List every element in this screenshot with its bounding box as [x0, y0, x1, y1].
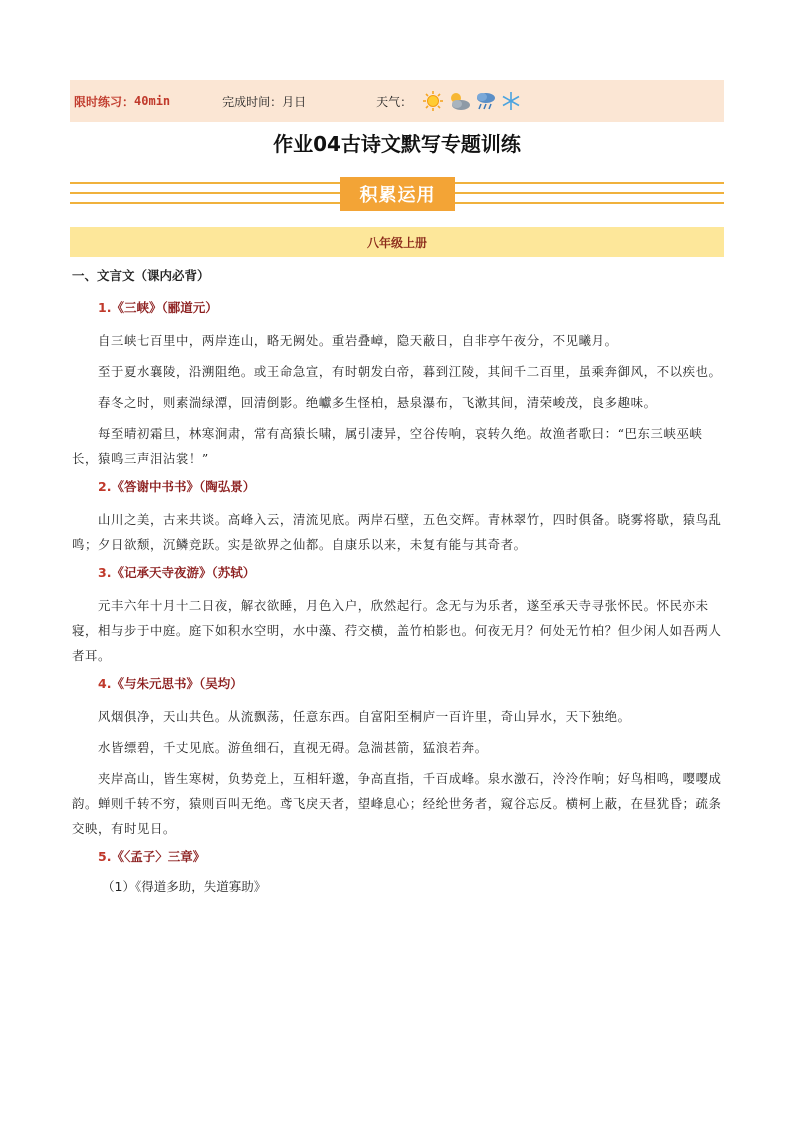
section-tag: 积累运用 — [340, 177, 455, 211]
weather-label: 天气： — [376, 94, 413, 109]
page-title: 作业04古诗文默写专题训练 — [273, 132, 521, 156]
partly-cloudy-icon — [446, 90, 472, 112]
article-paragraph: 山川之美，古来共谈。高峰入云，清流见底。两岸石壁，五色交辉。青林翠竹，四时俱备。晓雾将歇，猿鸟乱鸣；夕日欲颓，沉鳞竞跃。实是欲界之仙都。自康乐以来，未复有能与其奇者。 — [72, 512, 722, 552]
grade-bar: 八年级上册 — [70, 227, 724, 257]
rain-icon — [474, 90, 498, 112]
time-limit-value: 40min — [134, 94, 171, 108]
snowflake-icon — [500, 90, 522, 112]
weather-icons — [422, 90, 522, 112]
article — [72, 674, 724, 841]
article — [72, 477, 724, 557]
article-heading: 1.《三峡》（郦道元） — [98, 300, 218, 315]
article-paragraph: 至于夏水襄陵，沿溯阻绝。或王命急宣，有时朝发白帝，暮到江陵，其间千二百里，虽乘奔御风，不以疾也。 — [98, 364, 722, 379]
sub-item: （1）《得道多助，失道寡助》 — [102, 879, 267, 894]
article — [72, 563, 724, 668]
article-paragraph: 元丰六年十月十二日夜，解衣欲睡，月色入户，欣然起行。念无与为乐者，遂至承天寺寻张怀民。怀民亦未寝，相与步于中庭。庭下如积水空明，水中藻、荇交横，盖竹柏影也。何夜无月？何处无竹柏？但少闲人如吾两人者耳。 — [72, 598, 722, 663]
article-paragraph: 每至晴初霜旦，林寒涧肃，常有高猿长啸，属引凄异，空谷传响，哀转久绝。故渔者歌曰：“巴东三峡巫峡长，猿鸣三声泪沾裳！” — [72, 426, 703, 466]
sun-icon — [422, 90, 444, 112]
article — [72, 847, 724, 895]
completion-time: 完成时间：月日 — [222, 94, 307, 109]
article-paragraph: 自三峡七百里中，两岸连山，略无阙处。重岩叠嶂，隐天蔽日，自非亭午夜分，不见曦月。 — [98, 333, 618, 348]
article-heading: 5.《〈孟子〉三章》 — [98, 849, 206, 864]
article-heading: 2.《答谢中书书》（陶弘景） — [98, 479, 256, 494]
article-paragraph: 水皆缥碧，千丈见底。游鱼细石，直视无碍。急湍甚箭，猛浪若奔。 — [98, 740, 488, 755]
article-paragraph: 春冬之时，则素湍绿潭，回清倒影。绝巘多生怪柏，悬泉瀑布，飞漱其间，清荣峻茂，良多趣味。 — [98, 395, 657, 410]
header-bar — [70, 80, 724, 122]
content — [72, 266, 724, 895]
article-heading: 4.《与朱元思书》（吴均） — [98, 676, 243, 691]
article — [72, 298, 724, 471]
article-paragraph: 夹岸高山，皆生寒树，负势竞上，互相轩邈，争高直指，千百成峰。泉水激石，泠泠作响；好鸟相鸣，嘤嘤成韵。蝉则千转不穷，猿则百叫无绝。鸢飞戾天者，望峰息心；经纶世务者，窥谷忘反。横柯上蔽，在昼犹昏；疏条交映，有时见日。 — [72, 771, 722, 836]
article-heading: 3.《记承天寺夜游》（苏轼） — [98, 565, 256, 580]
part-heading: 一、文言文（课内必背） — [72, 268, 210, 283]
article-paragraph: 风烟俱净，天山共色。从流飘荡，任意东西。自富阳至桐庐一百许里，奇山异水，天下独绝。 — [98, 709, 631, 724]
time-limit-label: 限时练习： — [74, 94, 135, 109]
